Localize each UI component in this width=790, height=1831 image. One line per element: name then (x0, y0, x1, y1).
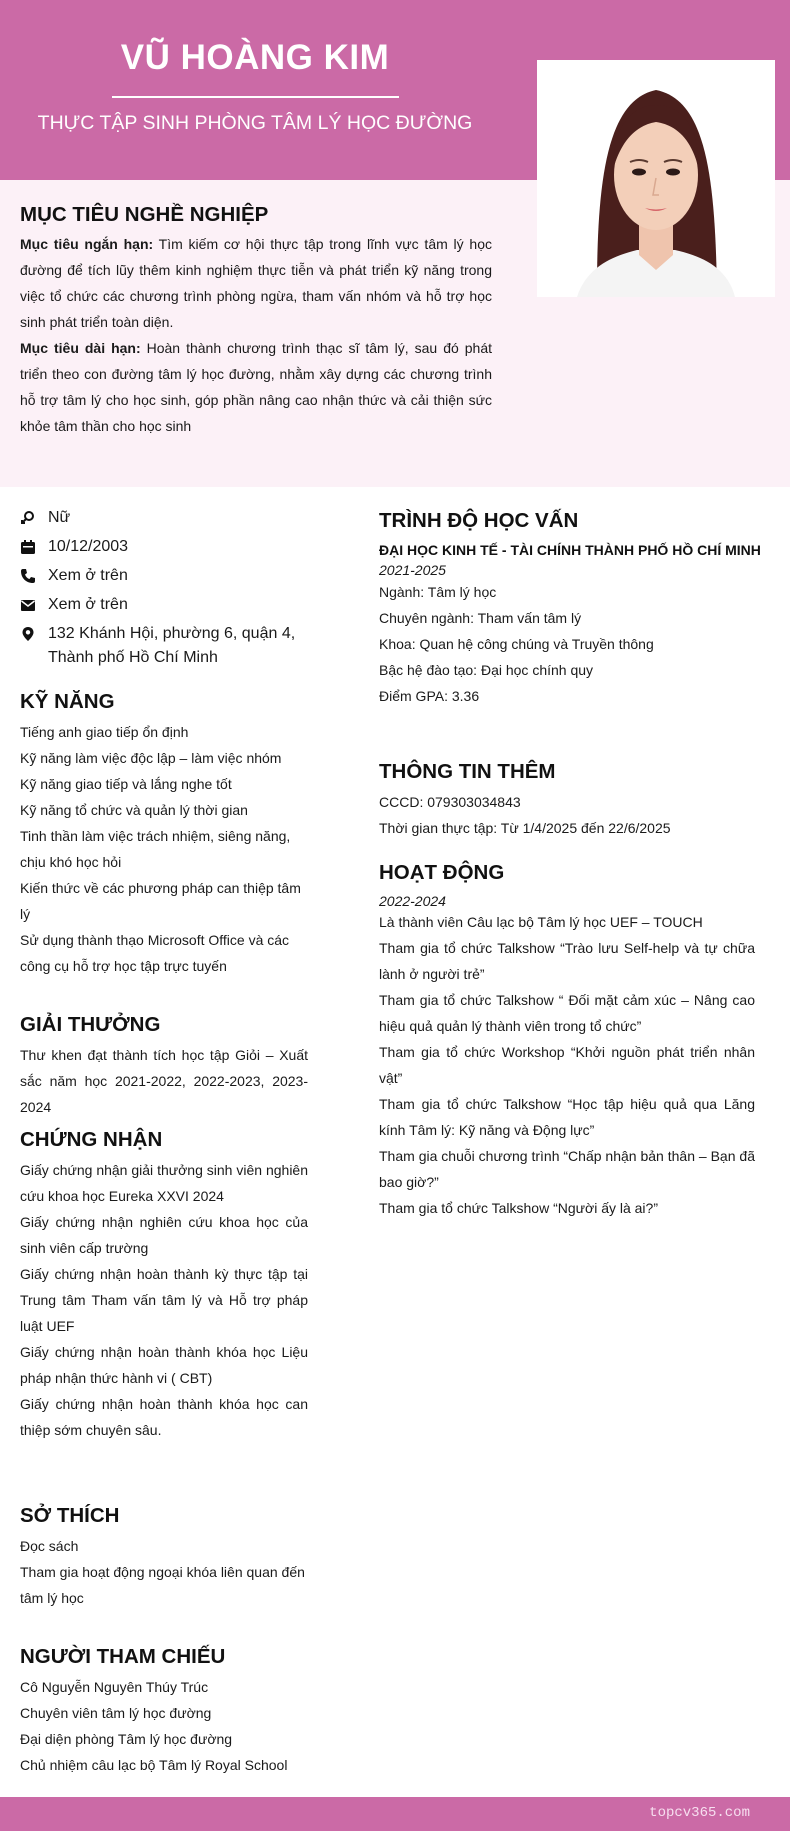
certificate-item: Giấy chứng nhận hoàn thành khóa học Liệu pháp nhận thức hành vi ( CBT) (20, 1344, 308, 1386)
objective-long-text: Hoàn thành chương trình thạc sĩ tâm lý, sau đó phát triển theo con đường tâm lý học đường, nhằm xây dựng các chương trình hỗ trợ tâm lý cho học sinh, góp phần nâng cao nhận thức và cải thiện sức khỏe tâm thần cho học sinh (20, 340, 493, 434)
references-title: NGƯỜI THAM CHIẾU (20, 1645, 226, 1668)
certificate-item: Giấy chứng nhận nghiên cứu khoa học của sinh viên cấp trường (20, 1214, 308, 1256)
hobby-item: Tham gia hoạt động ngoại khóa liên quan đến tâm lý học (20, 1564, 305, 1606)
objective-short-label: Mục tiêu ngắn hạn: (20, 236, 154, 252)
skill-item: Tiếng anh giao tiếp ổn định (20, 724, 189, 740)
extra-info-item: Thời gian thực tập: Từ 1/4/2025 đến 22/6/2025 (379, 820, 671, 836)
objective-short-term (20, 231, 492, 335)
activities-years: 2022-2024 (379, 893, 446, 909)
hobbies-section (20, 1504, 308, 1611)
info-email-text: Xem ở trên (48, 596, 128, 613)
extra-info-item: CCCD: 079303034843 (379, 794, 521, 810)
activities-title: HOẠT ĐỘNG (379, 861, 505, 884)
references-section (20, 1645, 308, 1778)
education-section (379, 509, 761, 709)
skill-item: Kỹ năng giao tiếp và lắng nghe tốt (20, 776, 232, 792)
objective-title: MỤC TIÊU NGHỀ NGHIỆP (20, 203, 269, 226)
activity-item: Tham gia tổ chức Talkshow “ Đối mặt cảm xúc – Nâng cao hiệu quả quản lý thành viên trong tổ chức” (379, 992, 755, 1034)
education-school: ĐẠI HỌC KINH TẾ - TÀI CHÍNH THÀNH PHỐ HỒ CHÍ MINH (379, 542, 761, 558)
hobby-item: Đọc sách (20, 1538, 79, 1554)
info-gender-text: Nữ (48, 509, 71, 526)
education-years: 2021-2025 (379, 562, 446, 578)
reference-item: Cô Nguyễn Nguyên Thúy Trúc (20, 1679, 209, 1695)
skill-item: Kỹ năng tổ chức và quản lý thời gian (20, 802, 248, 818)
education-detail: Bậc hệ đào tạo: Đại học chính quy (379, 662, 594, 678)
objective-long-term (20, 335, 492, 439)
info-address-text: 132 Khánh Hội, phường 6, quận 4, Thành phố Hồ Chí Minh (48, 625, 296, 666)
location-pin-icon (20, 626, 36, 642)
education-detail: Khoa: Quan hệ công chúng và Truyền thông (379, 636, 654, 652)
portrait-illustration (537, 60, 775, 297)
objective-short-text: Tìm kiếm cơ hội thực tập trong lĩnh vực tâm lý học đường để tích lũy thêm kinh nghiệm thực tiễn và phát triển kỹ năng trong việc tổ chức các chương trình phòng ngừa, tham vấn nhóm và hỗ trợ học sinh phát triển toàn diện. (20, 236, 492, 330)
objective-section (20, 203, 492, 439)
skills-title: KỸ NĂNG (20, 690, 115, 713)
extra-info-section (379, 760, 755, 841)
skill-item: Sử dụng thành thạo Microsoft Office và các công cụ hỗ trợ học tập trực tuyến (20, 932, 290, 974)
award-text: Thư khen đạt thành tích học tập Giỏi – Xuất sắc năm học 2021-2022, 2022-2023, 2023-2024 (20, 1047, 308, 1115)
education-title: TRÌNH ĐỘ HỌC VẤN (379, 509, 579, 532)
info-phone-text: Xem ở trên (48, 567, 128, 584)
reference-item: Chủ nhiệm câu lạc bộ Tâm lý Royal School (20, 1757, 288, 1773)
footer-bar (0, 1797, 790, 1831)
profile-photo (537, 60, 775, 297)
certificate-item: Giấy chứng nhận giải thưởng sinh viên nghiên cứu khoa học Eureka XXVI 2024 (20, 1162, 308, 1204)
hobbies-title: SỞ THÍCH (20, 1504, 120, 1527)
activities-section (379, 861, 755, 1221)
objective-long-label: Mục tiêu dài hạn: (20, 340, 141, 356)
activity-item: Tham gia tổ chức Talkshow “Người ấy là ai?” (379, 1200, 658, 1216)
activity-item: Tham gia tổ chức Talkshow “Trào lưu Self-help và tự chữa lành ở người trẻ” (379, 940, 755, 982)
activity-item: Tham gia chuỗi chương trình “Chấp nhận bản thân – Bạn đã bao giờ?” (379, 1148, 755, 1190)
reference-item: Chuyên viên tâm lý học đường (20, 1705, 212, 1721)
activity-item: Là thành viên Câu lạc bộ Tâm lý học UEF – TOUCH (379, 914, 703, 930)
certificate-item: Giấy chứng nhận hoàn thành kỳ thực tập tại Trung tâm Tham vấn tâm lý và Hỗ trợ pháp luật UEF (20, 1266, 308, 1334)
calendar-icon (20, 539, 36, 555)
reference-item: Đại diện phòng Tâm lý học đường (20, 1731, 233, 1747)
skill-item: Kiến thức về các phương pháp can thiệp tâm lý (20, 880, 301, 922)
activity-item: Tham gia tổ chức Workshop “Khởi nguồn phát triển nhân vật” (379, 1044, 755, 1086)
skills-section (20, 690, 308, 979)
awards-section (20, 1013, 308, 1120)
extra-info-title: THÔNG TIN THÊM (379, 760, 556, 783)
phone-icon (20, 568, 36, 584)
education-detail: Chuyên ngành: Tham vấn tâm lý (379, 610, 582, 626)
footer-brand: topcv365.com (649, 1805, 750, 1821)
candidate-name: VŨ HOÀNG KIM (120, 38, 390, 77)
gender-icon (20, 510, 36, 526)
activity-item: Tham gia tổ chức Talkshow “Học tập hiệu quả qua Lăng kính Tâm lý: Kỹ năng và Động lực” (379, 1096, 755, 1138)
skill-item: Kỹ năng làm việc độc lập – làm việc nhóm (20, 750, 282, 766)
name-divider (112, 96, 399, 98)
skill-item: Tinh thần làm việc trách nhiệm, siêng năng, chịu khó học hỏi (20, 828, 291, 870)
certificates-section (20, 1128, 308, 1443)
mail-icon (20, 597, 36, 613)
education-detail: Điểm GPA: 3.36 (379, 688, 480, 704)
candidate-role: THỰC TẬP SINH PHÒNG TÂM LÝ HỌC ĐƯỜNG (37, 112, 473, 134)
education-detail: Ngành: Tâm lý học (379, 584, 497, 600)
certificate-item: Giấy chứng nhận hoàn thành khóa học can thiệp sớm chuyên sâu. (20, 1396, 308, 1438)
certificates-title: CHỨNG NHẬN (20, 1128, 163, 1151)
info-dob-text: 10/12/2003 (48, 538, 129, 555)
awards-title: GIẢI THƯỞNG (20, 1013, 161, 1036)
